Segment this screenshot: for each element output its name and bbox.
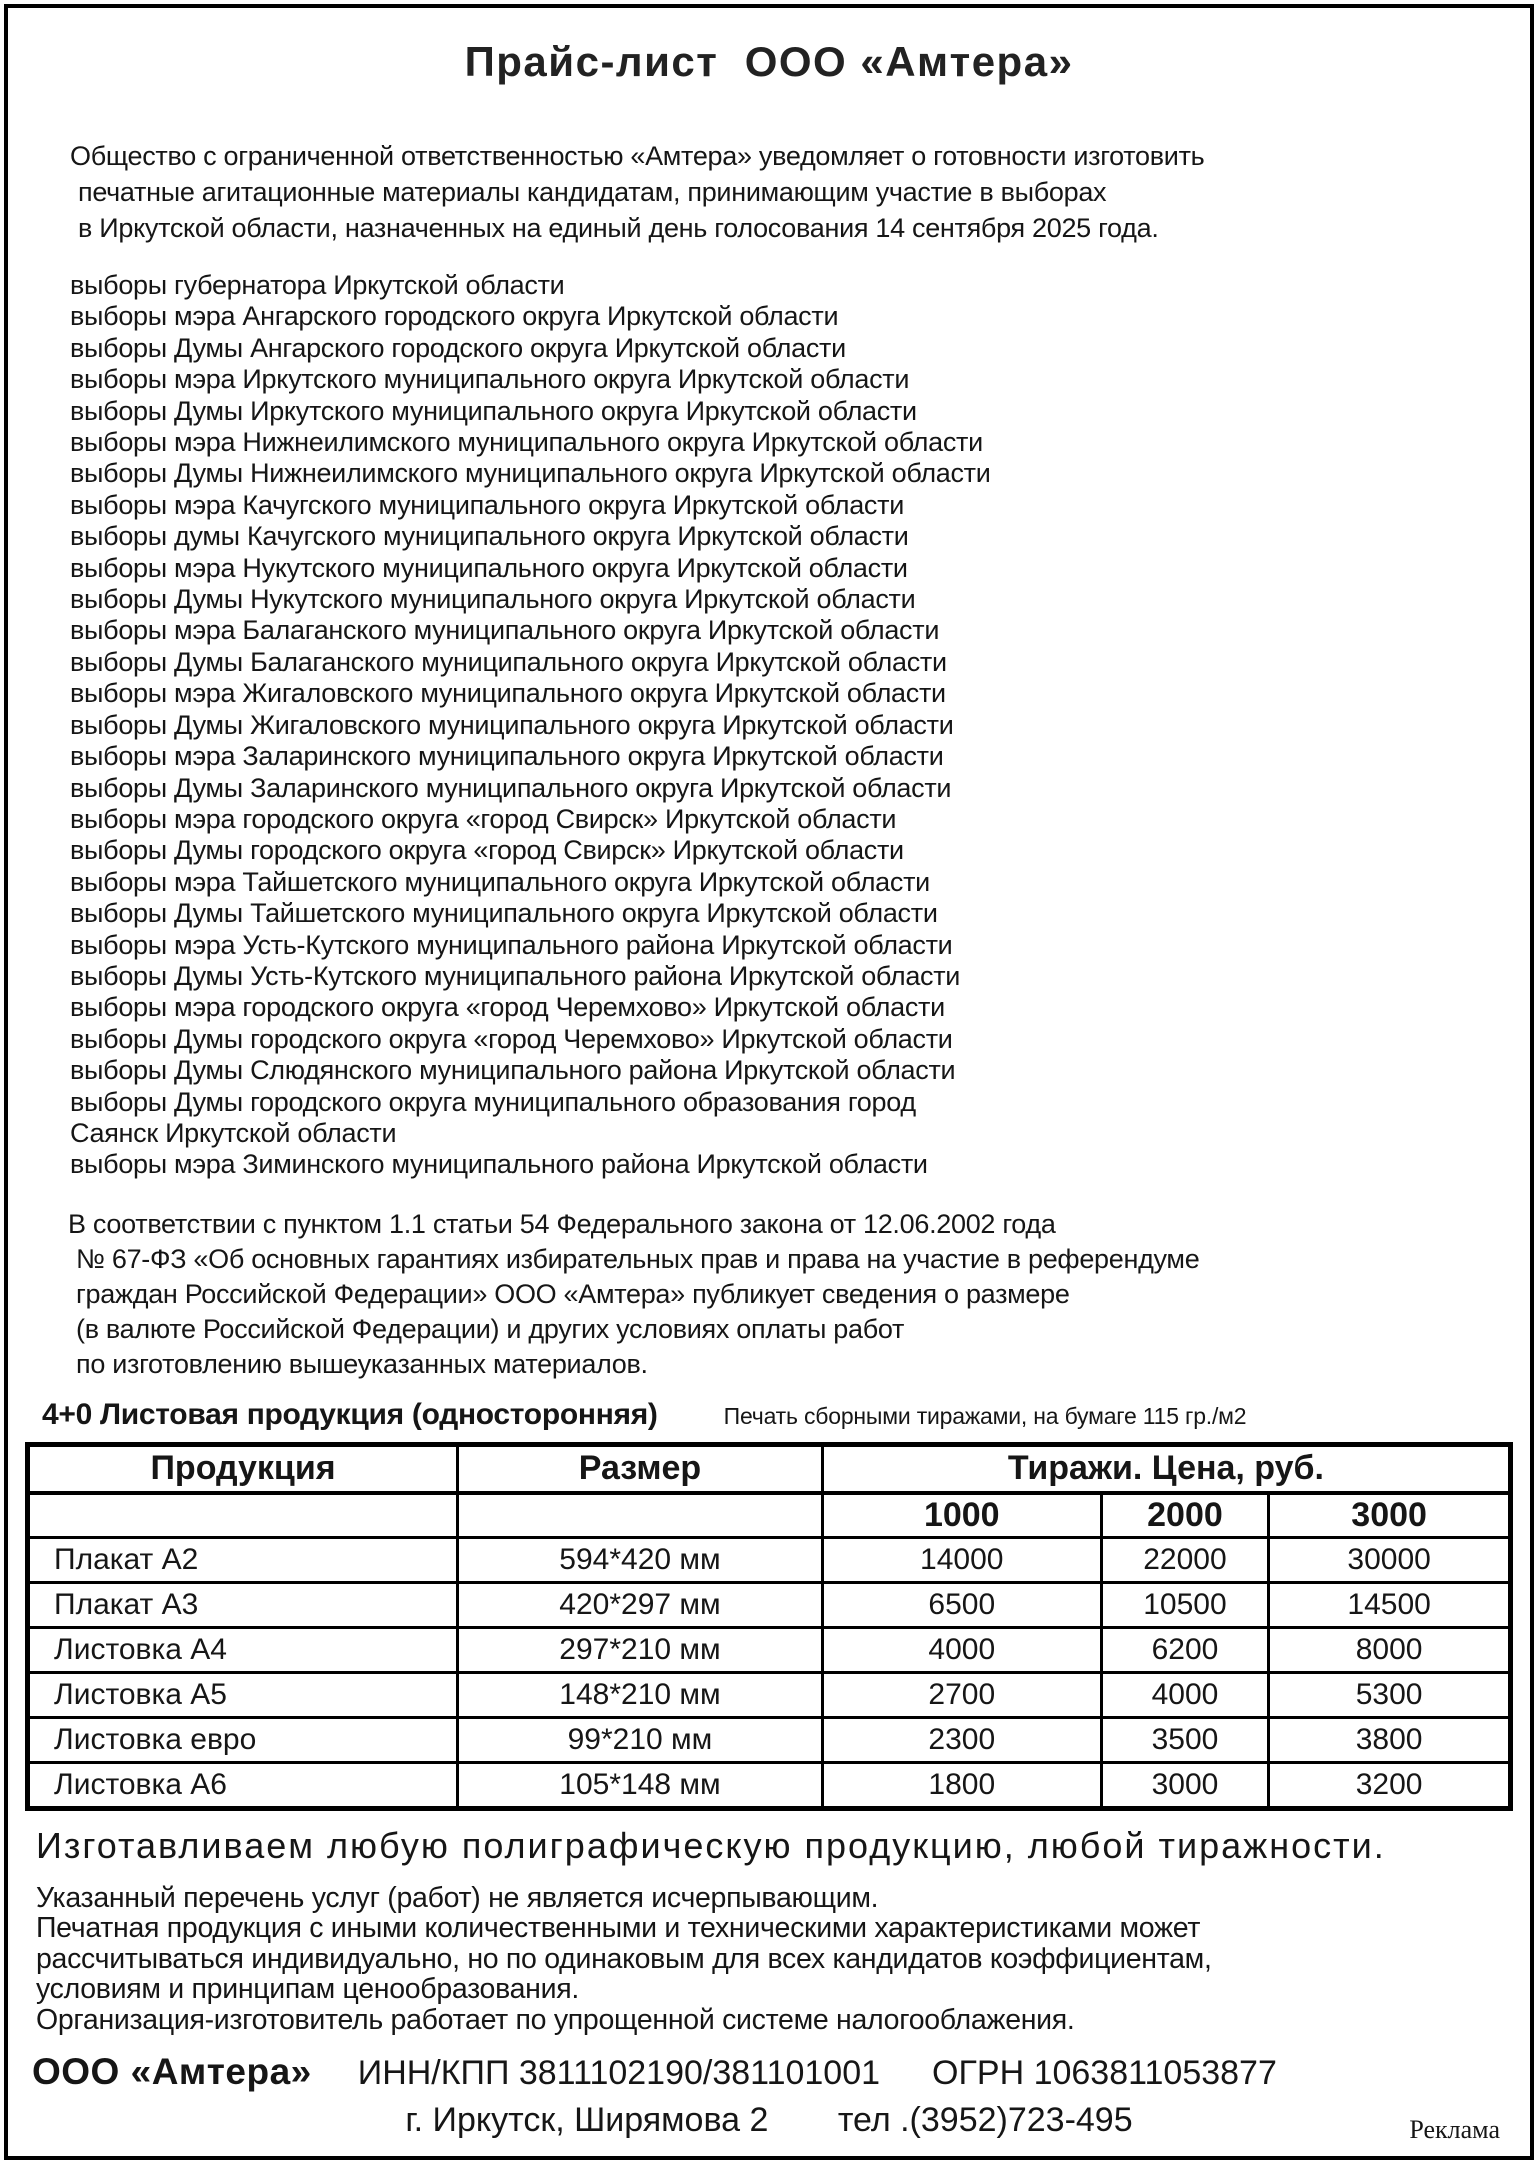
empty-cell (458, 1493, 823, 1538)
footer-company-line (32, 2051, 1530, 2093)
product-name: Листовка евро (28, 1717, 458, 1762)
election-item: выборы мэра Тайшетского муниципального округа Иркутской области (70, 866, 930, 897)
intro-line: в Иркутской области, назначенных на единый день голосования 14 сентября 2025 года. (78, 213, 1159, 243)
election-item: выборы губернатора Иркутской области (70, 270, 565, 300)
inn-kpp: ИНН/КПП 3811102190/381101001 (357, 2054, 881, 2093)
legal-line: В соответствии с пунктом 1.1 статьи 54 Федерального закона от 12.06.2002 года (68, 1208, 1056, 1239)
election-item: выборы Думы Ангарского городского округа Иркутской области (70, 332, 846, 363)
products-section-note: Печать сборными тиражами, на бумаге 115 гр./м2 (723, 1402, 1247, 1429)
product-size: 148*210 мм (458, 1672, 823, 1717)
price-2000: 3000 (1101, 1762, 1269, 1808)
price-3000: 30000 (1269, 1537, 1511, 1582)
price-3000: 5300 (1269, 1672, 1511, 1717)
election-item: выборы Думы городского округа «город Черемхово» Иркутской области (70, 1023, 953, 1054)
empty-cell (28, 1493, 458, 1538)
page-title: Прайс-лист ООО «Амтера» (464, 38, 1074, 85)
product-size: 105*148 мм (458, 1762, 823, 1808)
column-header-tirage: Тиражи. Цена, руб. (822, 1444, 1510, 1493)
products-section-header (42, 1398, 1530, 1432)
product-size: 594*420 мм (458, 1537, 823, 1582)
table-row (28, 1717, 1511, 1762)
election-item: выборы мэра Иркутского муниципального округа Иркутской области (70, 364, 910, 395)
table-row (28, 1627, 1511, 1672)
tirage-value: 1000 (822, 1493, 1101, 1538)
election-item: выборы Думы Иркутского муниципального округа Иркутской области (70, 395, 917, 426)
election-item: выборы Думы Нижнеилимского муниципального округа Иркутской области (70, 458, 991, 489)
column-header-size: Размер (458, 1444, 823, 1493)
table-row (28, 1762, 1511, 1808)
election-item: выборы мэра Ангарского городского округа Иркутской области (70, 301, 839, 332)
election-item: выборы Думы Усть-Кутского муниципального района Иркутской области (70, 960, 961, 991)
election-item: выборы мэра Жигаловского муниципального округа Иркутской области (70, 678, 946, 709)
intro-line: Общество с ограниченной ответственностью «Амтера» уведомляет о готовности изготовить (70, 141, 1205, 171)
election-item: выборы Думы Балаганского муниципального округа Иркутской области (70, 646, 947, 677)
election-item: выборы мэра Заларинского муниципального округа Иркутской области (70, 741, 944, 772)
product-name: Листовка А4 (28, 1627, 458, 1672)
price-1000: 1800 (822, 1762, 1101, 1808)
product-size: 297*210 мм (458, 1627, 823, 1672)
elections-list (70, 270, 1530, 1181)
election-item: выборы Думы Слюдянского муниципального района Иркутской области (70, 1055, 956, 1086)
legal-paragraph (68, 1207, 1530, 1382)
product-name: Листовка А5 (28, 1672, 458, 1717)
election-item: выборы Думы Нукутского муниципального округа Иркутской области (70, 584, 916, 615)
note-line: Организация-изготовитель работает по упрощенной системе налогооблажения. (36, 2003, 1075, 2036)
table-row (28, 1582, 1511, 1627)
ad-label: Реклама (1409, 2115, 1500, 2145)
slogan-text: Изготавливаем любую полиграфическую продукцию, любой тиражности. (36, 1824, 1386, 1866)
election-item: выборы мэра Зиминского муниципального района Иркутской области (70, 1149, 928, 1180)
note-line: Указанный перечень услуг (работ) не является исчерпывающим. (36, 1881, 879, 1914)
price-3000: 3800 (1269, 1717, 1511, 1762)
company-address: г. Иркутск, Ширямова 2 (405, 2101, 769, 2140)
price-3000: 14500 (1269, 1582, 1511, 1627)
election-item: выборы Думы городского округа муниципального образования город (70, 1086, 916, 1117)
price-2000: 4000 (1101, 1672, 1269, 1717)
legal-line: № 67-ФЗ «Об основных гарантиях избирательных прав и права на участие в референдуме (76, 1243, 1200, 1274)
table-row (28, 1672, 1511, 1717)
page-border-frame (4, 4, 1534, 2160)
company-name: ООО «Амтера» (32, 2051, 312, 2093)
table-row (28, 1537, 1511, 1582)
election-item: выборы Думы городского округа «город Свирск» Иркутской области (70, 835, 904, 866)
election-item: выборы мэра городского округа «город Черемхово» Иркутской области (70, 992, 945, 1023)
product-size: 420*297 мм (458, 1582, 823, 1627)
intro-line: печатные агитационные материалы кандидатам, принимающим участие в выборах (78, 177, 1107, 207)
notes-paragraph (36, 1883, 1530, 2036)
tirage-values-row (28, 1493, 1511, 1538)
product-size: 99*210 мм (458, 1717, 823, 1762)
election-item: выборы думы Качугского муниципального округа Иркутской области (70, 521, 909, 552)
election-item: выборы мэра Нижнеилимского муниципального округа Иркутской области (70, 427, 983, 458)
price-2000: 3500 (1101, 1717, 1269, 1762)
election-item: выборы мэра Усть-Кутского муниципального района Иркутской области (70, 929, 953, 960)
election-item: выборы мэра городского округа «город Свирск» Иркутской области (70, 803, 897, 834)
note-line: рассчитываться индивидуально, но по одинаковым для всех кандидатов коэффициентам, (36, 1942, 1212, 1975)
note-line: Печатная продукция с иными количественными и техническими характеристиками может (36, 1912, 1201, 1945)
products-section-heading: 4+0 Листовая продукция (односторонняя) (42, 1397, 658, 1431)
tirage-value: 2000 (1101, 1493, 1269, 1538)
price-2000: 6200 (1101, 1627, 1269, 1672)
company-phone: тел .(3952)723-495 (837, 2101, 1133, 2140)
price-1000: 6500 (822, 1582, 1101, 1627)
election-item: выборы мэра Нукутского муниципального округа Иркутской области (70, 552, 908, 583)
tirage-value: 3000 (1269, 1493, 1511, 1538)
election-item: выборы Думы Тайшетского муниципального округа Иркутской области (70, 898, 938, 929)
price-1000: 2700 (822, 1672, 1101, 1717)
price-3000: 3200 (1269, 1762, 1511, 1808)
product-name: Плакат А3 (28, 1582, 458, 1627)
price-1000: 4000 (822, 1627, 1101, 1672)
price-1000: 14000 (822, 1537, 1101, 1582)
price-3000: 8000 (1269, 1627, 1511, 1672)
column-header-product: Продукция (28, 1444, 458, 1493)
legal-line: по изготовлению вышеуказанных материалов. (76, 1348, 648, 1379)
table-header-row (28, 1444, 1511, 1493)
note-line: условиям и принципам ценообразования. (36, 1973, 579, 2006)
price-table (25, 1442, 1513, 1811)
election-item: выборы Думы Жигаловского муниципального округа Иркутской области (70, 709, 954, 740)
price-2000: 22000 (1101, 1537, 1269, 1582)
product-name: Плакат А2 (28, 1537, 458, 1582)
election-item: Саянск Иркутской области (70, 1117, 397, 1148)
election-item: выборы мэра Качугского муниципального округа Иркутской области (70, 489, 904, 520)
footer-contact-line (8, 2101, 1530, 2145)
legal-line: (в валюте Российской Федерации) и других условиях оплаты работ (76, 1313, 905, 1344)
intro-paragraph (70, 138, 1530, 246)
election-item: выборы Думы Заларинского муниципального округа Иркутской области (70, 772, 952, 803)
product-name: Листовка А6 (28, 1762, 458, 1808)
price-1000: 2300 (822, 1717, 1101, 1762)
election-item: выборы мэра Балаганского муниципального округа Иркутской области (70, 615, 940, 646)
ogrn: ОГРН 1063811053877 (932, 2054, 1277, 2093)
legal-line: граждан Российской Федерации» ООО «Амтера» публикует сведения о размере (76, 1278, 1070, 1309)
price-2000: 10500 (1101, 1582, 1269, 1627)
